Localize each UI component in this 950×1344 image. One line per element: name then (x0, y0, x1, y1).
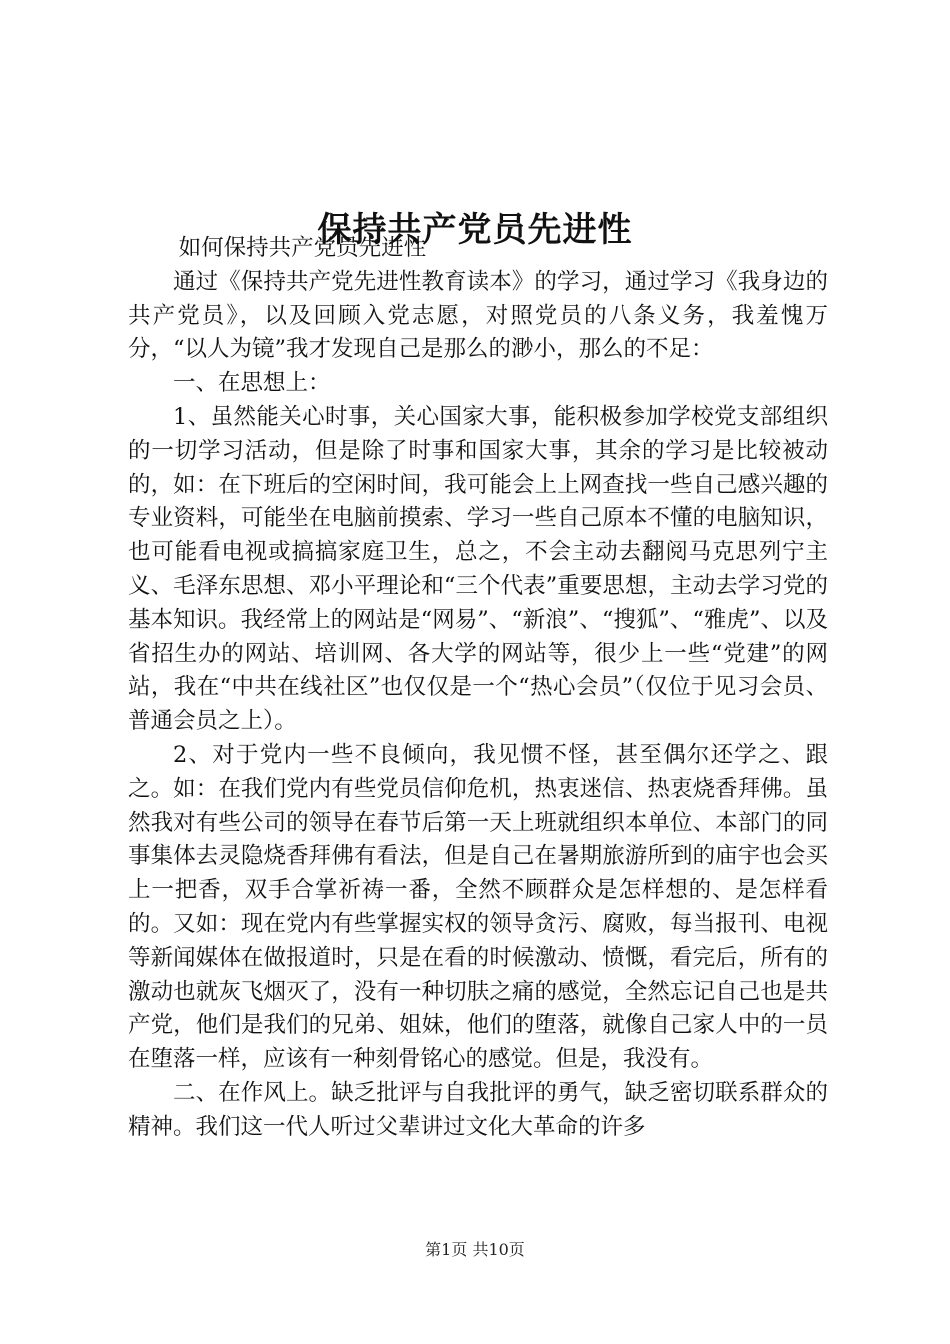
document-body (128, 232, 828, 1145)
paragraph-item-2: 2、对于党内一些不良倾向，我见惯不怪，甚至偶尔还学之、跟之。如：在我们党内有些党员信仰危机，热衷迷信、热衷烧香拜佛。虽然我对有些公司的领导在春节后第一天上班就组织本单位、本部门的同事集体去灵隐烧香拜佛有看法，但是自己在暑期旅游所到的庙宇也会买上一把香，双手合掌祈祷一番，全然不顾群众是怎样想的、是怎样看的。又如：现在党内有些掌握实权的领导贪污、腐败，每当报刊、电视等新闻媒体在做报道时，只是在看的时候激动、愤慨，看完后，所有的激动也就灰飞烟灭了，没有一种切肤之痛的感觉，全然忘记自己也是共产党，他们是我们的兄弟、姐妹，他们的堕落，就像自己家人中的一员在堕落一样，应该有一种刻骨铭心的感觉。但是，我没有。 (128, 741, 828, 1073)
section-heading-thought: 一、在思想上： (173, 370, 331, 397)
subtitle-paragraph: 如何保持共产党员先进性 (178, 235, 427, 261)
page-number-footer: 第1页 共10页 (425, 1240, 525, 1259)
paragraph-item-1: 1、虽然能关心时事，关心国家大事，能积极参加学校党支部组织的一切学习活动，但是除了时事和国家大事，其余的学习是比较被动的，如：在下班后的空闲时间，我可能会上上网查找一些自己感兴趣的专业资料，可能坐在电脑前摸索、学习一些自己原本不懂的电脑知识，也可能看电视或搞搞家庭卫生，总之，不会主动去翻阅马克思列宁主义、毛泽东思想、邓小平理论和“三个代表”重要思想，主动去学习党的基本知识。我经常上的网站是“网易”、“新浪”、“搜狐”、“雅虎”、以及省招生办的网站、培训网、各大学的网站等，很少上一些“党建”的网站，我在“中共在线社区”也仅仅是一个“热心会员”（仅位于见习会员、普通会员之上）。 (128, 403, 828, 735)
section-heading-style: 二、在作风上。缺乏批评与自我批评的勇气，缺乏密切联系群众的精神。我们这一代人听过父辈讲过文化大革命的许多 (128, 1079, 828, 1140)
intro-paragraph: 通过《保持共产党先进性教育读本》的学习，通过学习《我身边的共产党员》，以及回顾入党志愿，对照党员的八条义务，我羞愧万分，“以人为镜”我才发现自己是那么的渺小，那么的不足： (128, 268, 828, 363)
document-title: 保持共产党员先进性 (317, 209, 633, 250)
